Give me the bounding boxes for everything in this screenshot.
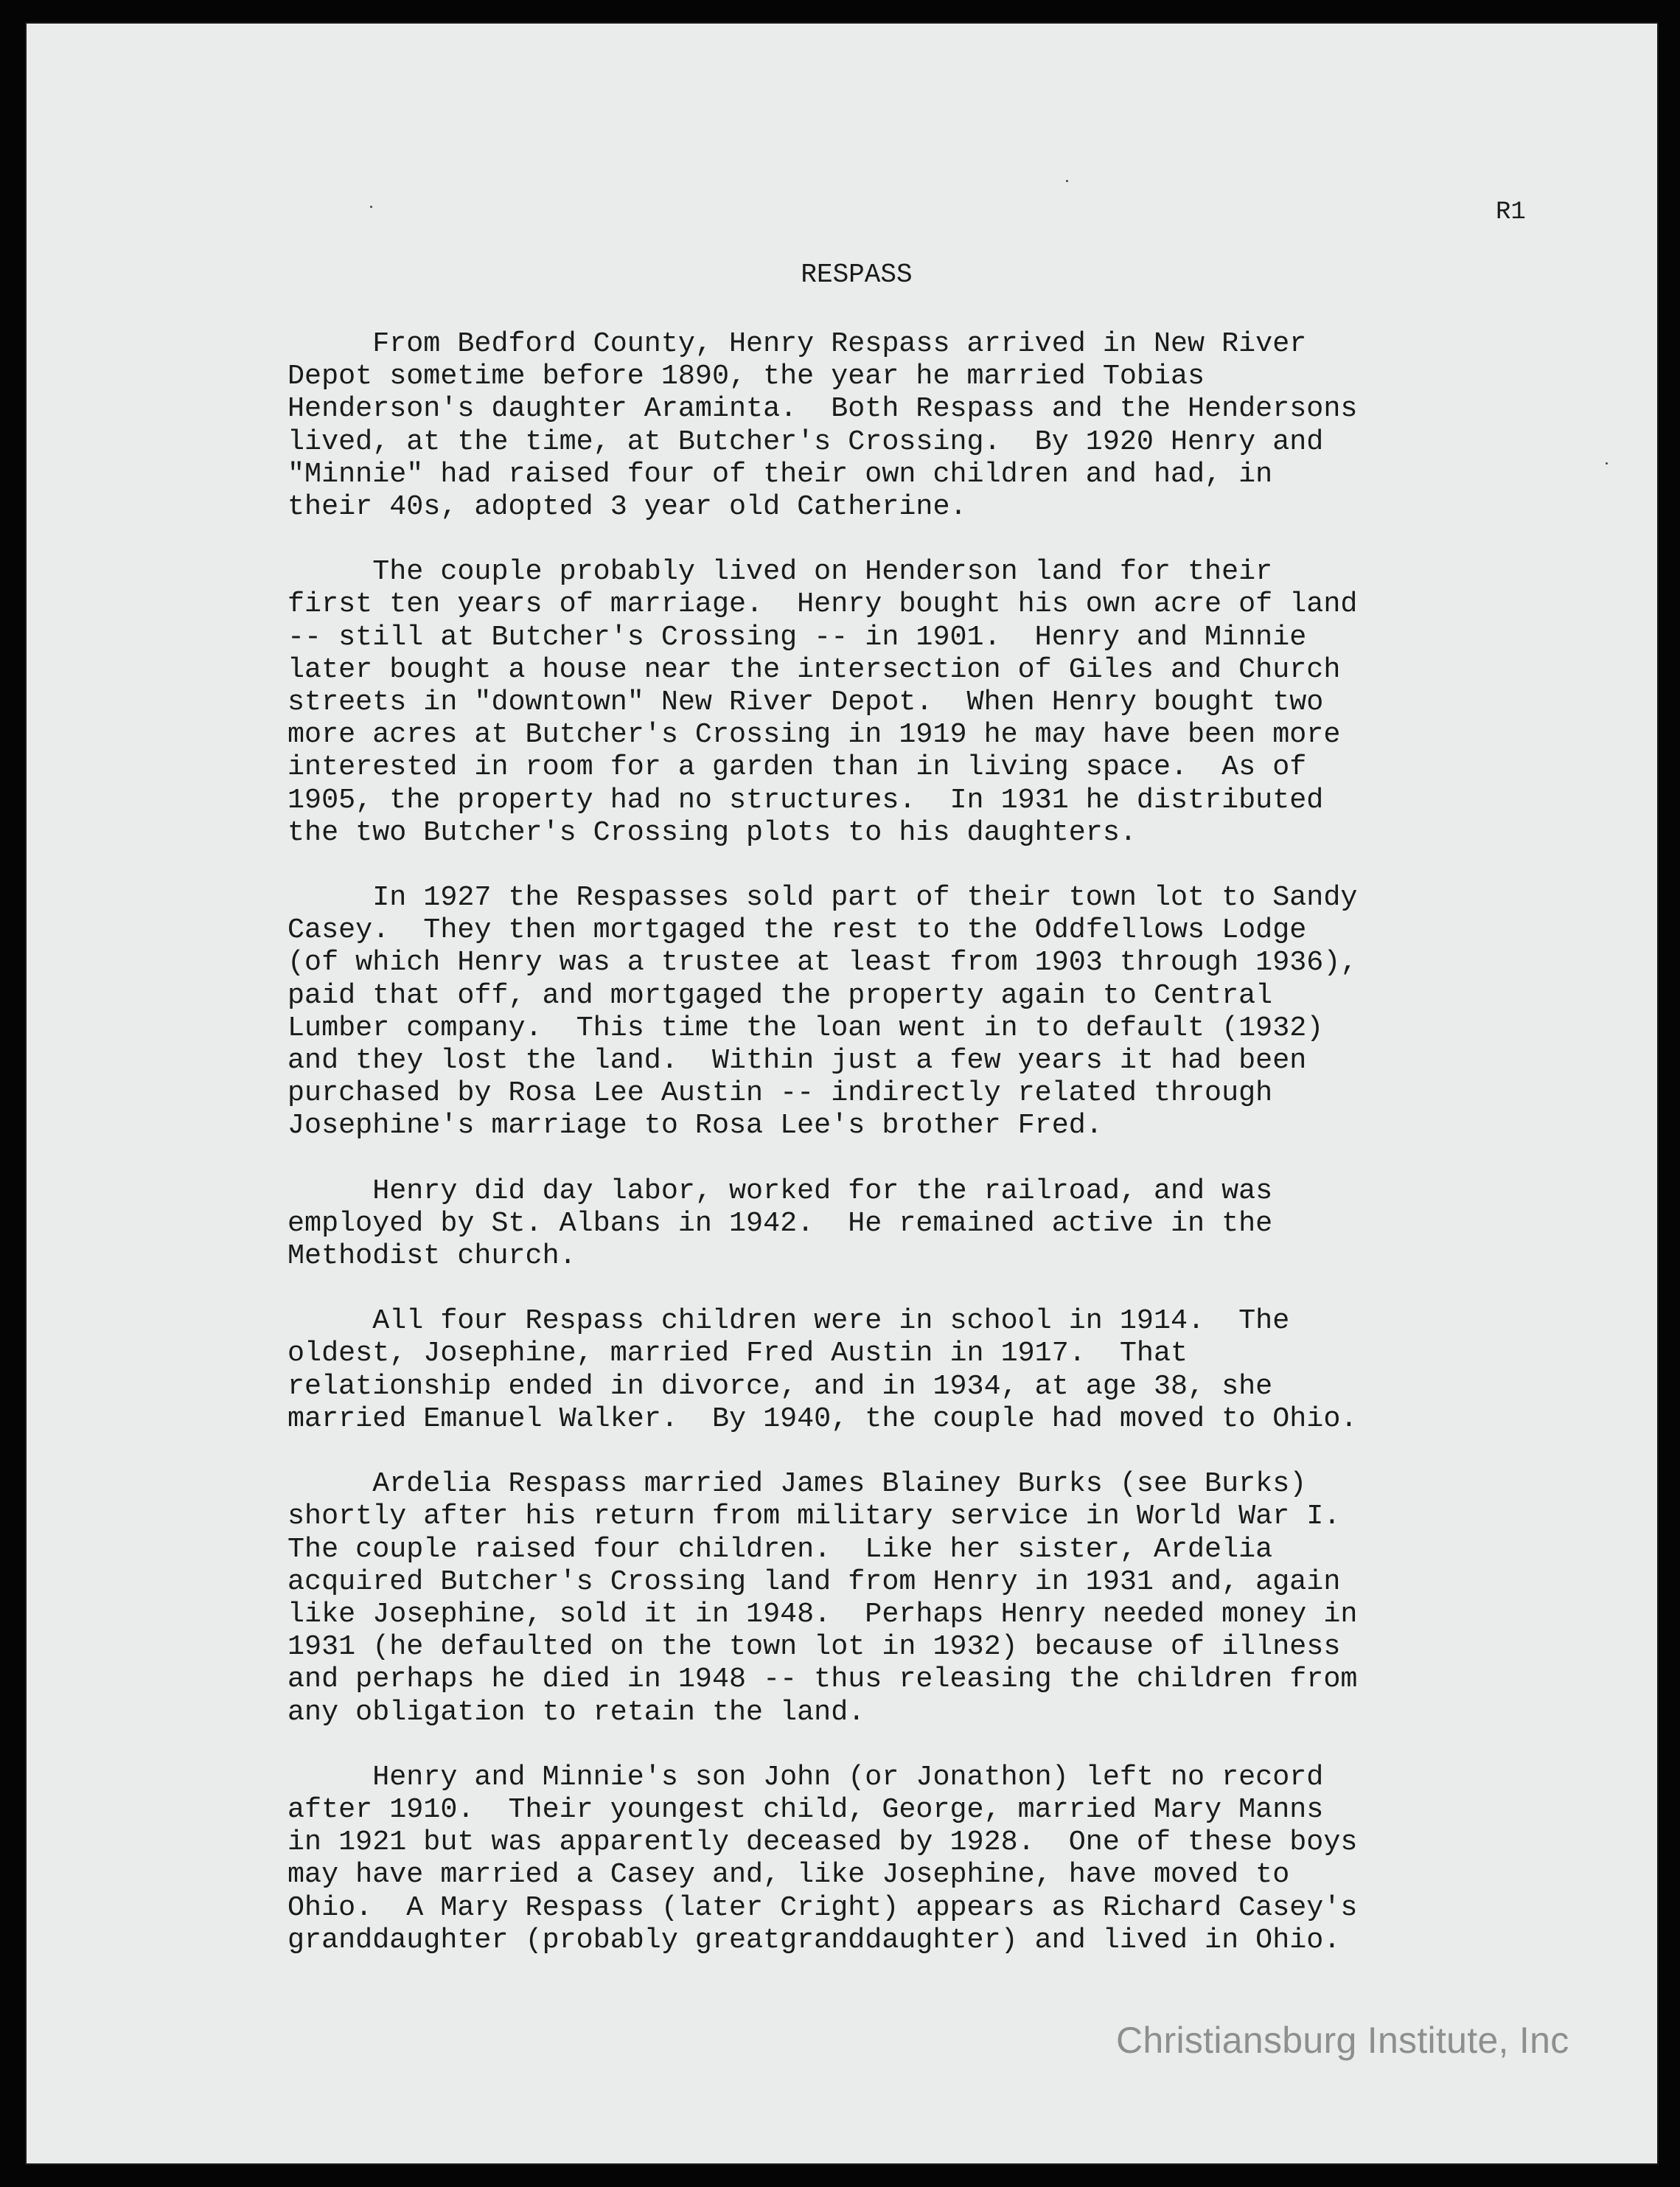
text-line: Methodist church.	[287, 1239, 576, 1273]
text-line: relationship ended in divorce, and in 1934, at age 38, she	[287, 1369, 1273, 1402]
paragraph	[287, 555, 1526, 849]
paragraph	[287, 327, 1526, 523]
text-line: -- still at Butcher's Crossing -- in 1901. Henry and Minnie	[287, 620, 1307, 653]
paper-speck	[370, 206, 372, 208]
paragraph	[287, 881, 1526, 1142]
text-line: any obligation to retain the land.	[287, 1695, 865, 1728]
text-line: may have married a Casey and, like Josephine, have moved to	[287, 1858, 1290, 1891]
page-title: RESPASS	[801, 260, 913, 290]
text-line: (of which Henry was a trustee at least from 1903 through 1936),	[287, 946, 1358, 979]
text-line: first ten years of marriage. Henry bought his own acre of land	[287, 588, 1358, 621]
text-line: The couple probably lived on Henderson land for their	[287, 555, 1273, 588]
text-line: From Bedford County, Henry Respass arrived in New River	[287, 327, 1307, 360]
text-line: Lumber company. This time the loan went in to default (1932)	[287, 1011, 1324, 1044]
text-line: Henry did day labor, worked for the railroad, and was	[287, 1174, 1273, 1207]
text-line: streets in "downtown" New River Depot. When Henry bought two	[287, 686, 1324, 719]
text-line: like Josephine, sold it in 1948. Perhaps Henry needed money in	[287, 1597, 1358, 1630]
paragraph	[287, 1175, 1526, 1273]
text-line: acquired Butcher's Crossing land from Henry in 1931 and, again	[287, 1565, 1341, 1598]
text-line: more acres at Butcher's Crossing in 1919 he may have been more	[287, 718, 1341, 751]
text-line: lived, at the time, at Butcher's Crossing. By 1920 Henry and	[287, 425, 1324, 458]
text-line: 1931 (he defaulted on the town lot in 1932) because of illness	[287, 1630, 1341, 1663]
text-line: and perhaps he died in 1948 -- thus releasing the children from	[287, 1663, 1358, 1696]
paragraph	[287, 1304, 1526, 1435]
text-line: Depot sometime before 1890, the year he married Tobias	[287, 360, 1205, 393]
text-line: purchased by Rosa Lee Austin -- indirectly related through	[287, 1077, 1273, 1110]
paper-speck	[1066, 180, 1068, 182]
document-body	[287, 327, 1526, 1989]
text-line: Casey. They then mortgaged the rest to the Oddfellows Lodge	[287, 914, 1307, 947]
text-line: The couple raised four children. Like her sister, Ardelia	[287, 1532, 1273, 1565]
text-line: granddaughter (probably greatgranddaughter) and lived in Ohio.	[287, 1923, 1341, 1956]
paragraph	[287, 1761, 1526, 1956]
text-line: Henderson's daughter Araminta. Both Respass and the Hendersons	[287, 392, 1358, 425]
text-line: in 1921 but was apparently deceased by 1928. One of these boys	[287, 1826, 1358, 1859]
document-page	[27, 24, 1657, 2163]
text-line: Ardelia Respass married James Blainey Burks (see Burks)	[287, 1467, 1307, 1501]
text-line: later bought a house near the intersection of Giles and Church	[287, 653, 1341, 686]
paragraph	[287, 1467, 1526, 1728]
watermark: Christiansburg Institute, Inc	[1116, 2020, 1569, 2061]
text-line: their 40s, adopted 3 year old Catherine.	[287, 490, 967, 524]
text-line: In 1927 the Respasses sold part of their town lot to Sandy	[287, 881, 1358, 914]
text-line: employed by St. Albans in 1942. He remained active in the	[287, 1206, 1273, 1239]
text-line: Ohio. A Mary Respass (later Cright) appears as Richard Casey's	[287, 1891, 1358, 1924]
text-line: All four Respass children were in school in 1914. The	[287, 1304, 1290, 1338]
text-line: the two Butcher's Crossing plots to his daughters.	[287, 816, 1137, 849]
text-line: married Emanuel Walker. By 1940, the couple had moved to Ohio.	[287, 1402, 1358, 1435]
text-line: and they lost the land. Within just a few years it had been	[287, 1044, 1307, 1077]
text-line: oldest, Josephine, married Fred Austin in 1917. That	[287, 1337, 1188, 1370]
page-number: R1	[1496, 198, 1526, 226]
text-line: Henry and Minnie's son John (or Jonathon) left no record	[287, 1760, 1324, 1793]
paper-speck	[1606, 462, 1608, 465]
text-line: "Minnie" had raised four of their own children and had, in	[287, 457, 1273, 490]
text-line: 1905, the property had no structures. In 1931 he distributed	[287, 783, 1324, 816]
text-line: Josephine's marriage to Rosa Lee's brother Fred.	[287, 1109, 1103, 1142]
text-line: paid that off, and mortgaged the property again to Central	[287, 978, 1273, 1012]
text-line: shortly after his return from military service in World War I.	[287, 1500, 1341, 1533]
text-line: after 1910. Their youngest child, George, married Mary Manns	[287, 1793, 1324, 1826]
text-line: interested in room for a garden than in living space. As of	[287, 751, 1307, 784]
